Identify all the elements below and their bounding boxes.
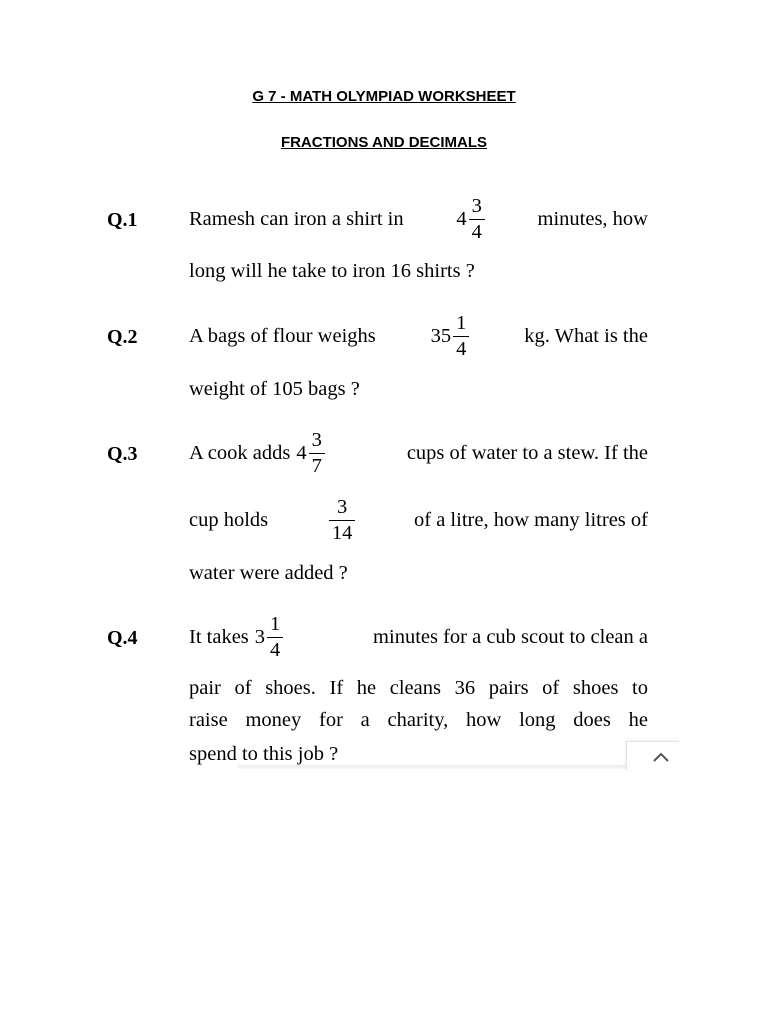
denominator: 14 [331,521,353,544]
question-4-line-4 [189,742,648,766]
fraction [469,196,485,242]
question-4-line-2: pair of shoes. If he cleans 36 pairs of shoes to [189,677,648,699]
question-2-line-1 [189,311,648,361]
question-4-line-1 [189,612,648,662]
question-text: kg. What is the [524,324,648,347]
numerator: 1 [270,613,281,635]
whole-part: 35 [430,324,452,347]
whole-part: 4 [456,207,467,230]
question-text: cup holds [189,508,269,531]
question-number: Q.3 [107,443,138,465]
question-number: Q.4 [107,627,138,649]
question-text: minutes for a cub scout to clean a [373,625,648,648]
numerator: 3 [471,195,482,217]
question-4-line-3: raise money for a charity, how long does he [189,709,648,731]
fraction [267,614,283,660]
question-3-line-1 [189,428,648,478]
mixed-number [255,614,284,660]
horizontal-scroll-track[interactable] [238,765,626,769]
fraction [453,313,469,359]
question-text: weight of 105 bags ? [189,377,360,400]
question-text: of a litre, how many litres of [414,508,648,531]
question-text: cups of water to a stew. If the [406,441,648,464]
question-text: minutes, how [537,207,648,230]
fraction [329,497,356,543]
question-text: A bags of flour weighs [189,324,376,347]
question-text-with-fraction [189,430,325,476]
mixed-number [456,196,485,242]
worksheet-title: G 7 - MATH OLYMPIAD WORKSHEET [252,88,516,105]
worksheet-subtitle: FRACTIONS AND DECIMALS [280,134,488,151]
mixed-number [431,313,470,359]
question-number: Q.2 [107,326,138,348]
chevron-up-icon [653,752,669,762]
question-text: A cook adds [189,441,291,464]
question-3-line-2 [189,495,648,545]
denominator: 4 [456,337,467,360]
whole-part: 4 [296,441,307,464]
mixed-number [296,430,325,476]
question-text-with-fraction [189,614,283,660]
question-1-line-1 [189,194,648,244]
question-3-line-3 [189,561,648,585]
numerator: 3 [336,496,348,518]
question-text: It takes [189,625,249,648]
question-number: Q.1 [107,209,138,231]
denominator: 4 [270,638,281,661]
question-text: spend to this job ? [189,742,339,765]
question-1-line-2 [189,259,648,283]
question-2-line-2 [189,377,648,401]
scroll-to-top-button[interactable] [626,741,679,770]
numerator: 3 [311,429,322,451]
question-text: water were added ? [189,561,348,584]
denominator: 4 [471,220,482,243]
question-text: long will he take to iron 16 shirts ? [189,259,475,282]
whole-part: 3 [254,625,266,648]
numerator: 1 [456,312,467,334]
fraction [309,430,325,476]
denominator: 7 [311,454,322,477]
question-text: Ramesh can iron a shirt in [189,207,404,230]
